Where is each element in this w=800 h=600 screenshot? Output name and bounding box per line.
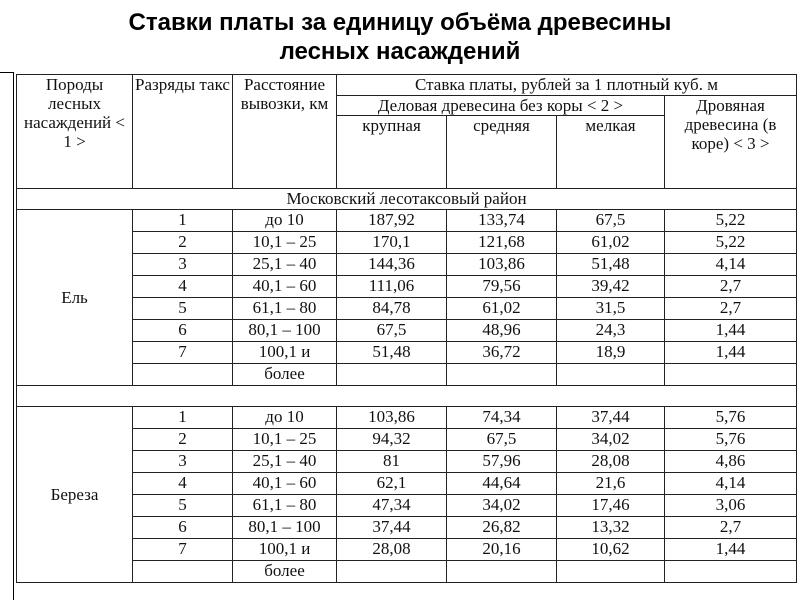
table-row (17, 539, 797, 561)
distance-cell: 25,1 – 40 (233, 451, 337, 473)
grade-cell: 7 (133, 342, 233, 364)
distance-cell: 80,1 – 100 (233, 320, 337, 342)
table-row (17, 364, 797, 386)
firewood-cell: 2,7 (665, 298, 797, 320)
distance-cell: до 10 (233, 210, 337, 232)
table-row (17, 473, 797, 495)
distance-cell: 80,1 – 100 (233, 517, 337, 539)
grade-cell: 4 (133, 473, 233, 495)
firewood-cell: 2,7 (665, 517, 797, 539)
header-business-wood: Деловая древесина без коры < 2 > (337, 96, 665, 116)
firewood-cell: 1,44 (665, 320, 797, 342)
large-cell: 94,32 (337, 429, 447, 451)
table-row (17, 451, 797, 473)
large-cell: 37,44 (337, 517, 447, 539)
small-cell: 39,42 (557, 276, 665, 298)
small-cell: 24,3 (557, 320, 665, 342)
header-distance: Расстояние вывозки, км (233, 75, 337, 189)
grade-cell: 7 (133, 539, 233, 561)
medium-cell: 36,72 (447, 342, 557, 364)
header-rate: Ставка платы, рублей за 1 плотный куб. м (337, 75, 797, 96)
header-grade: Разряды такс (133, 75, 233, 189)
firewood-cell (665, 561, 797, 583)
table-row (17, 276, 797, 298)
table-row (17, 210, 797, 232)
header-medium: средняя (447, 116, 557, 189)
medium-cell: 74,34 (447, 407, 557, 429)
grade-cell (133, 364, 233, 386)
grade-cell: 2 (133, 429, 233, 451)
small-cell: 31,5 (557, 298, 665, 320)
grade-cell (133, 561, 233, 583)
large-cell: 84,78 (337, 298, 447, 320)
medium-cell: 57,96 (447, 451, 557, 473)
medium-cell: 103,86 (447, 254, 557, 276)
page-title-line1: Ставки платы за единицу объёма древесины (128, 9, 672, 36)
small-cell: 28,08 (557, 451, 665, 473)
small-cell: 37,44 (557, 407, 665, 429)
large-cell: 187,92 (337, 210, 447, 232)
distance-cell: 10,1 – 25 (233, 232, 337, 254)
medium-cell: 20,16 (447, 539, 557, 561)
grade-cell: 1 (133, 210, 233, 232)
distance-cell: 25,1 – 40 (233, 254, 337, 276)
spacer-cell (17, 386, 797, 407)
table-row (17, 254, 797, 276)
firewood-cell: 5,22 (665, 232, 797, 254)
table-row (17, 342, 797, 364)
distance-cell: более (233, 364, 337, 386)
header-large: крупная (337, 116, 447, 189)
medium-cell: 26,82 (447, 517, 557, 539)
medium-cell (447, 364, 557, 386)
firewood-cell: 4,86 (665, 451, 797, 473)
header-species: Породы лесных насаждений < 1 > (17, 75, 133, 189)
page-title (0, 8, 800, 66)
large-cell: 81 (337, 451, 447, 473)
firewood-cell: 2,7 (665, 276, 797, 298)
page-title-line2: лесных насаждений (279, 38, 521, 65)
small-cell (557, 561, 665, 583)
left-margin-rule (0, 72, 14, 600)
large-cell: 103,86 (337, 407, 447, 429)
table-row (17, 495, 797, 517)
grade-cell: 4 (133, 276, 233, 298)
large-cell: 28,08 (337, 539, 447, 561)
large-cell: 51,48 (337, 342, 447, 364)
medium-cell: 48,96 (447, 320, 557, 342)
table-row (17, 407, 797, 429)
grade-cell: 2 (133, 232, 233, 254)
distance-cell: 40,1 – 60 (233, 473, 337, 495)
distance-cell: 61,1 – 80 (233, 495, 337, 517)
small-cell: 51,48 (557, 254, 665, 276)
firewood-cell: 5,76 (665, 407, 797, 429)
large-cell: 170,1 (337, 232, 447, 254)
distance-cell: 100,1 и (233, 539, 337, 561)
header-firewood: Дровяная древесина (в коре) < 3 > (665, 96, 797, 189)
medium-cell: 79,56 (447, 276, 557, 298)
medium-cell: 44,64 (447, 473, 557, 495)
table-row (17, 232, 797, 254)
rates-table (16, 74, 797, 583)
firewood-cell: 4,14 (665, 254, 797, 276)
firewood-cell: 4,14 (665, 473, 797, 495)
large-cell: 67,5 (337, 320, 447, 342)
grade-cell: 6 (133, 320, 233, 342)
distance-cell: 10,1 – 25 (233, 429, 337, 451)
small-cell: 21,6 (557, 473, 665, 495)
small-cell: 61,02 (557, 232, 665, 254)
grade-cell: 5 (133, 495, 233, 517)
medium-cell: 121,68 (447, 232, 557, 254)
distance-cell: более (233, 561, 337, 583)
grade-cell: 3 (133, 451, 233, 473)
spacer-row (17, 386, 797, 407)
firewood-cell: 5,22 (665, 210, 797, 232)
firewood-cell: 5,76 (665, 429, 797, 451)
distance-cell: 100,1 и (233, 342, 337, 364)
table-row (17, 517, 797, 539)
large-cell (337, 364, 447, 386)
species-cell: Береза (17, 407, 133, 583)
grade-cell: 1 (133, 407, 233, 429)
medium-cell: 133,74 (447, 210, 557, 232)
table-row (17, 320, 797, 342)
firewood-cell: 1,44 (665, 539, 797, 561)
small-cell: 67,5 (557, 210, 665, 232)
small-cell: 34,02 (557, 429, 665, 451)
small-cell: 10,62 (557, 539, 665, 561)
grade-cell: 5 (133, 298, 233, 320)
large-cell: 47,34 (337, 495, 447, 517)
grade-cell: 6 (133, 517, 233, 539)
small-cell (557, 364, 665, 386)
table-row (17, 298, 797, 320)
firewood-cell: 3,06 (665, 495, 797, 517)
header-small: мелкая (557, 116, 665, 189)
firewood-cell (665, 364, 797, 386)
medium-cell: 61,02 (447, 298, 557, 320)
distance-cell: 40,1 – 60 (233, 276, 337, 298)
distance-cell: 61,1 – 80 (233, 298, 337, 320)
region-row: Московский лесотаксовый район (17, 189, 797, 210)
small-cell: 17,46 (557, 495, 665, 517)
grade-cell: 3 (133, 254, 233, 276)
large-cell: 144,36 (337, 254, 447, 276)
large-cell: 111,06 (337, 276, 447, 298)
table-row (17, 429, 797, 451)
large-cell (337, 561, 447, 583)
medium-cell: 34,02 (447, 495, 557, 517)
firewood-cell: 1,44 (665, 342, 797, 364)
medium-cell (447, 561, 557, 583)
small-cell: 18,9 (557, 342, 665, 364)
large-cell: 62,1 (337, 473, 447, 495)
medium-cell: 67,5 (447, 429, 557, 451)
species-cell: Ель (17, 210, 133, 386)
distance-cell: до 10 (233, 407, 337, 429)
table-row (17, 561, 797, 583)
small-cell: 13,32 (557, 517, 665, 539)
